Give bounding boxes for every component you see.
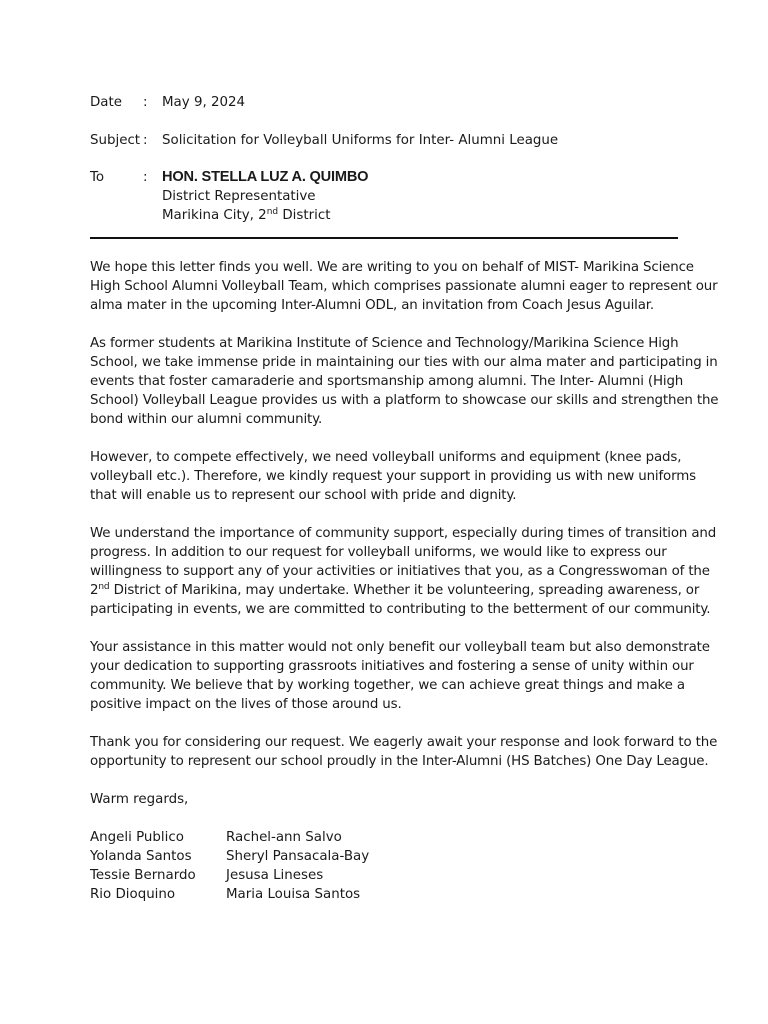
- subject-value: Solicitation for Volleyball Uniforms for Inter- Alumni League: [162, 133, 559, 148]
- recipient-location-sup: nd: [266, 207, 279, 217]
- paragraph-line-rest: District of Marikina, may undertake. Whether it be volunteering, spreading awareness, or: [109, 583, 700, 598]
- paragraph-line: School) Volleyball League provides us with a platform to showcase our skills and strengthen the: [90, 393, 719, 408]
- date-colon: :: [143, 95, 148, 110]
- paragraph-line: opportunity to represent our school proudly in the Inter-Alumni (HS Batches) One Day League.: [90, 754, 709, 769]
- paragraph-line: participating in events, we are committed to contributing to the betterment of our community.: [90, 602, 711, 617]
- paragraph-line: We hope this letter finds you well. We are writing to you on behalf of MIST- Marikina Science: [90, 260, 694, 275]
- subject-label: Subject: [90, 133, 141, 148]
- paragraph-line: High School Alumni Volleyball Team, which comprises passionate alumni eager to represent our: [90, 279, 718, 294]
- recipient-name: HON. STELLA LUZ A. QUIMBO: [162, 169, 369, 185]
- paragraph-line: School, we take immense pride in maintaining our ties with our alma mater and participating in: [90, 355, 718, 370]
- closing-salutation: Warm regards,: [90, 792, 189, 807]
- to-colon: :: [143, 170, 148, 185]
- date-row: [90, 93, 680, 112]
- recipient-location: [162, 206, 680, 225]
- paragraph-line: However, to compete effectively, we need volleyball uniforms and equipment (knee pads,: [90, 450, 682, 465]
- letter: [90, 93, 719, 904]
- recipient-location-prefix: Marikina City, 2: [162, 208, 267, 223]
- to-label: To: [90, 170, 105, 185]
- paragraph-community: [90, 524, 717, 619]
- signer-name: Rachel-ann Salvo: [226, 830, 342, 845]
- date-value: May 9, 2024: [162, 95, 246, 110]
- header-divider: [90, 237, 678, 239]
- date-label: Date: [90, 95, 123, 110]
- paragraph-line: Thank you for considering our request. We eagerly await your response and look forward to the: [90, 735, 718, 750]
- signatories: [90, 828, 680, 904]
- paragraph-line: positive impact on the lives of those around us.: [90, 697, 402, 712]
- paragraph-line: We understand the importance of community support, especially during times of transition and: [90, 526, 717, 541]
- district-suffix: nd: [98, 582, 110, 592]
- recipient-block: [162, 168, 680, 225]
- paragraph-background: [90, 334, 719, 429]
- paragraph-thanks: [90, 733, 718, 771]
- signer-name: Yolanda Santos: [90, 849, 192, 864]
- paragraph-line: that will enable us to represent our school with pride and dignity.: [90, 488, 517, 503]
- signer-name: Sheryl Pansacala-Bay: [226, 849, 370, 864]
- paragraph-line: your dedication to supporting grassroots initiatives and fostering a sense of unity within our: [90, 659, 694, 674]
- to-row: [90, 168, 680, 225]
- recipient-title: District Representative: [162, 189, 316, 204]
- signer-name: Tessie Bernardo: [90, 868, 196, 883]
- paragraph-line: events that foster camaraderie and sportsmanship among alumni. The Inter- Alumni (High: [90, 374, 684, 389]
- paragraph-request: [90, 448, 696, 505]
- signer-name: Jesusa Lineses: [226, 868, 324, 883]
- paragraph-assistance: [90, 638, 710, 714]
- signer-name: Angeli Publico: [90, 830, 184, 845]
- paragraph-line: alma mater in the upcoming Inter-Alumni ODL, an invitation from Coach Jesus Aguilar.: [90, 298, 655, 313]
- subject-colon: :: [143, 133, 148, 148]
- paragraph-line: volleyball etc.). Therefore, we kindly request your support in providing us with new uniforms: [90, 469, 696, 484]
- signer-name: Maria Louisa Santos: [226, 887, 361, 902]
- signer-name: Rio Dioquino: [90, 887, 176, 902]
- district-number: 2: [90, 583, 99, 598]
- paragraph-line: Your assistance in this matter would not only benefit our volleyball team but also demonstrate: [90, 640, 710, 655]
- paragraph-line: community. We believe that by working together, we can achieve great things and make a: [90, 678, 685, 693]
- paragraph-line: willingness to support any of your activities or initiatives that you, as a Congresswoman of the: [90, 564, 710, 579]
- paragraph-line: progress. In addition to our request for volleyball uniforms, we would like to express our: [90, 545, 667, 560]
- paragraph-line: [90, 581, 700, 600]
- recipient-location-suffix: District: [278, 208, 331, 223]
- paragraph-line: As former students at Marikina Institute of Science and Technology/Marikina Science High: [90, 336, 679, 351]
- paragraph-intro: [90, 258, 718, 315]
- subject-row: [90, 131, 680, 150]
- paragraph-line: bond within our alumni community.: [90, 412, 323, 427]
